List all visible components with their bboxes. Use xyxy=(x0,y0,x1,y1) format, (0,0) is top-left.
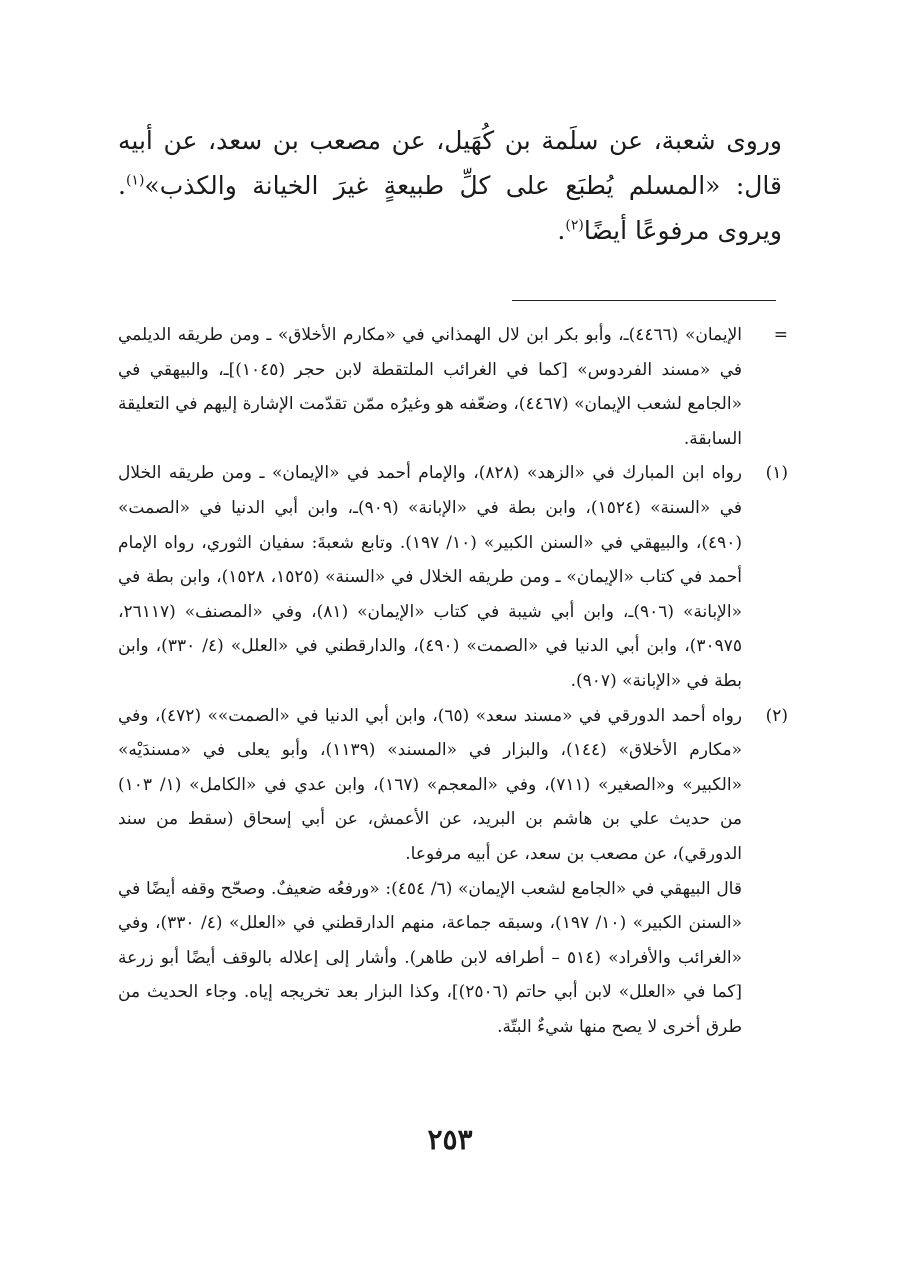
main-paragraph-start: وروى شعبة، عن سلَمة بن كُهَيل، عن مصعب بن سعد، عن أبيه قال: «المسلم يُطبَع على كلِّ طبيعةٍ غيرَ الخيانة والكذب» xyxy=(118,126,782,200)
footnote-continuation-marker: = xyxy=(773,325,788,345)
footnote-continuation xyxy=(118,318,788,456)
footnote-continuation-text: الإيمان» (٤٤٦٦)ـ، وأبو بكر ابن لال الهمذاني في «مكارم الأخلاق» ـ ومن طريقه الديلمي في «مسند الفردوس» [كما في الغرائب الملتقطة لابن حجر (١٠٤٥)]ـ، والبيهقي في «الجامع لشعب الإيمان» (٤٤٦٧)، وضعّفه هو وغيرُه ممّن تقدّمت الإشارة إليهم في التعليقة السابقة. xyxy=(118,325,742,449)
footnote-1 xyxy=(118,456,788,698)
main-text xyxy=(118,118,782,253)
footnote-2-marker: (٢) xyxy=(765,705,788,726)
main-paragraph xyxy=(118,118,782,253)
page-number: ٢٥٣ xyxy=(427,1123,473,1156)
footnote-ref-1[interactable]: (١) xyxy=(125,172,145,189)
main-paragraph-end: . xyxy=(557,216,566,245)
footnote-ref-2[interactable]: (٢) xyxy=(565,217,584,234)
main-paragraph-mid: . ويروى مرفوعًا أيضًا xyxy=(118,171,782,245)
footnote-1-text: رواه ابن المبارك في «الزهد» (٨٢٨)، والإمام أحمد في «الإيمان» ـ ومن طريقه الخلال في «السنة» (١٥٢٤)، وابن بطة في «الإبانة» (٩٠٩)ـ، وابن أبي الدنيا في «الصمت» (٤٩٠)، والبيهقي في «السنن الكبير» (١٠/ ١٩٧). وتابع شعبةَ: سفيان الثوري، رواه الإمام أحمد في كتاب «الإيمان» ـ ومن طريقه الخلال في «السنة» (١٥٢٥، ١٥٢٨)، وابن بطة في «الإبانة» (٩٠٦)ـ، وابن أبي شيبة في كتاب «الإيمان» (٨١)، وفي «المصنف» (٢٦١١٧، ٣٠٩٧٥)، وابن أبي الدنيا في «الصمت» (٤٩٠)، والدارقطني في «العلل» (٤/ ٣٣٠)، وابن بطة في «الإبانة» (٩٠٧). xyxy=(118,463,743,691)
footnote-separator xyxy=(512,300,776,301)
footnote-2 xyxy=(118,699,788,872)
footnote-2-text: رواه أحمد الدورقي في «مسند سعد» (٦٥)، وابن أبي الدنيا في «الصمت»» (٤٧٢)، وفي «مكارم الأخلاق» (١٤٤)، والبزار في «المسند» (١١٣٩)، وأبو يعلى في «مسندَيْه» «الكبير» و«الصغير» (٧١١)، وفي «المعجم» (١٦٧)، وابن عدي في «الكامل» (١/ ١٠٣) من حديث علي بن هاشم بن البريد، عن الأعمش، عن أبي إسحاق (سقط من سند الدورقي)، عن مصعب بن سعد، عن أبيه مرفوعا. xyxy=(118,705,743,864)
footnotes xyxy=(118,318,788,1044)
footnote-1-marker: (١) xyxy=(765,463,788,484)
footnote-2-paragraph-2: قال البيهقي في «الجامع لشعب الإيمان» (٦/ ٤٥٤): «ورفعُه ضعيفٌ. وصحّح وقفه أيضًا في «السنن الكبير» (١٠/ ١٩٧)، وسبقه جماعة، منهم الدارقطني في «العلل» (٤/ ٣٣٠)، وفي «الغرائب والأفراد» (٥١٤ – أطرافه لابن طاهر). وأشار إلى إعلاله بالوقف أيضًا أبو زرعة [كما في «العلل» لابن أبي حاتم (٢٥٠٦)]، وكذا البزار بعد تخريجه إياه. وجاء الحديث من طرق أخرى لا يصح منها شيءٌ البتّة. xyxy=(118,878,743,1037)
